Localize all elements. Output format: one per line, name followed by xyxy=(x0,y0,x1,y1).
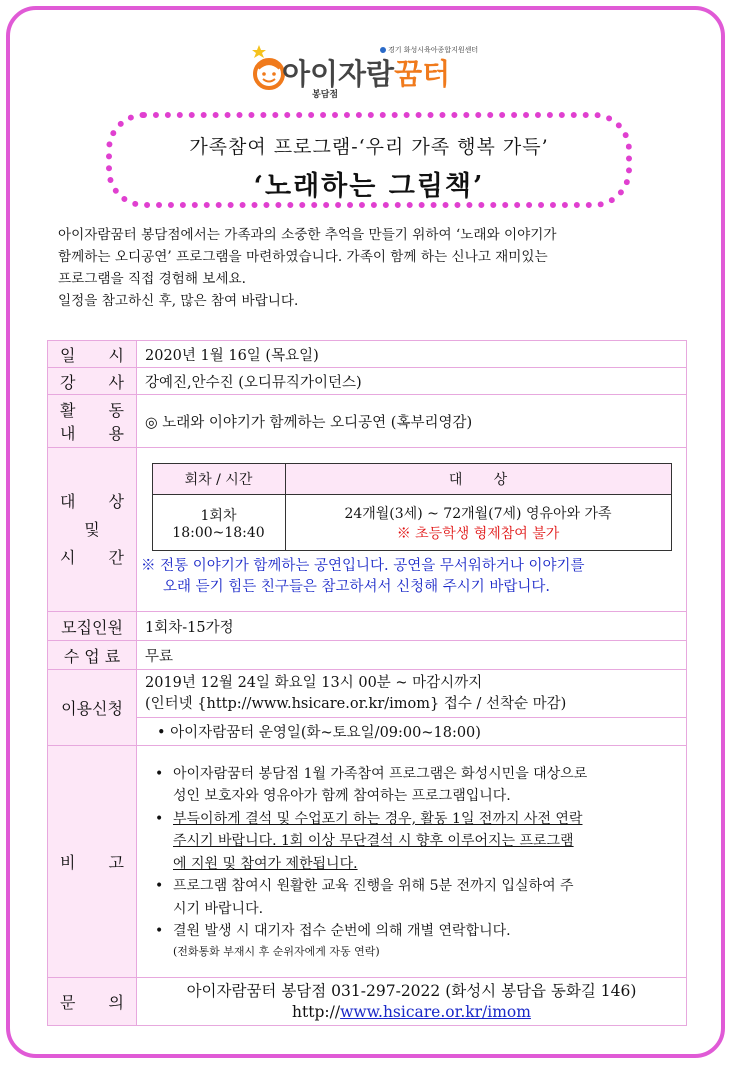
row-date xyxy=(48,341,687,368)
intro-line: 함께하는 오디공연’ 프로그램을 마련하였습니다. 가족이 함께 하는 신나고 재미있는 xyxy=(58,249,548,265)
logo xyxy=(252,38,492,100)
logo-org: 경기 화성시육아종합지원센터 xyxy=(380,45,478,55)
row-instructor xyxy=(48,368,687,395)
label-remarks: 비 고 xyxy=(48,746,137,978)
label-date: 일 시 xyxy=(48,341,137,368)
row-target xyxy=(48,448,687,612)
row-apply xyxy=(48,670,687,718)
remark-item: • 부득이하게 결석 및 수업포기 하는 경우, 활동 1일 전까지 사전 연락 주시기 바랍니다. 1회 이상 무단결석 시 향후 이루어지는 프로그램 에 지원 및 참여가 제한됩니다. xyxy=(155,810,583,872)
label-fee: 수 업 료 xyxy=(48,641,137,670)
value-contact: 아이자람꿈터 봉담점 031-297-2022 (화성시 봉담읍 동화길 146) http://www.hsicare.or.kr/imom xyxy=(137,978,687,1026)
remark-item: • 결원 발생 시 대기자 접수 순번에 의해 개별 연락합니다. xyxy=(155,923,511,939)
label-activity: 활 동 내 용 xyxy=(48,395,137,448)
label-contact: 문 의 xyxy=(48,978,137,1026)
logo-face-icon xyxy=(252,44,286,92)
row-activity xyxy=(48,395,687,448)
label-apply: 이용신청 xyxy=(48,670,137,746)
info-table xyxy=(47,340,687,1026)
website-link[interactable]: www.hsicare.or.kr/imom xyxy=(340,1002,531,1021)
intro-line: 일정을 참고하신 후, 많은 참여 바랍니다. xyxy=(58,293,299,309)
remark-item: • 프로그램 참여시 원활한 교육 진행을 위해 5분 전까지 입실하여 주 시기 바랍니다. xyxy=(155,878,574,917)
program-title: ‘노래하는 그림책’ xyxy=(253,171,485,202)
label-instructor: 강 사 xyxy=(48,368,137,395)
program-subtitle: 가족참여 프로그램-‘우리 가족 행복 가득’ xyxy=(189,136,549,158)
target-note: ※ 전통 이야기가 함께하는 공연입니다. 공연을 무서워하거나 이야기를 오래 듣기 힘든 친구들은 참고하셔서 신청해 주시기 바랍니다. xyxy=(141,558,585,595)
label-target: 대 상 및 시 간 xyxy=(48,448,137,612)
label-capacity: 모집인원 xyxy=(48,612,137,641)
schedule-table xyxy=(152,463,672,551)
title-box xyxy=(106,112,632,208)
remark-small: (전화통화 부재시 후 순위자에게 자동 연락) xyxy=(173,944,380,958)
row-remarks xyxy=(48,746,687,978)
value-remarks xyxy=(137,746,687,978)
logo-name: 아이자람꿈터 xyxy=(282,57,451,91)
head-target: 대 상 xyxy=(285,464,671,495)
session-cell: 1회차 18:00~18:40 xyxy=(152,495,285,551)
value-capacity: 1회차-15가정 xyxy=(137,612,687,641)
row-capacity xyxy=(48,612,687,641)
value-apply: 2019년 12월 24일 화요일 13시 00분 ~ 마감시까지 (인터넷 {http://www.hsicare.or.kr/imom} 접수 / 선착순 마감) xyxy=(137,670,687,718)
warning-text: ※ 초등학생 형제참여 불가 xyxy=(396,525,560,542)
head-session: 회차 / 시간 xyxy=(152,464,285,495)
intro-text xyxy=(58,224,688,312)
value-target xyxy=(137,448,687,612)
intro-line: 프로그램을 직접 경험해 보세요. xyxy=(58,271,246,287)
value-activity: ◎ 노래와 이야기가 함께하는 오디공연 (혹부리영감) xyxy=(137,395,687,448)
value-apply-hours: • 아이자람꿈터 운영일(화~토요일/09:00~18:00) xyxy=(137,718,687,746)
row-fee xyxy=(48,641,687,670)
intro-line: 아이자람꿈터 봉담점에서는 가족과의 소중한 추억을 만들기 위하여 ‘노래와 이야기가 xyxy=(58,227,557,243)
remark-item: • 아이자람꿈터 봉담점 1월 가족참여 프로그램은 화성시민을 대상으로 성인 보호자와 영유아가 함께 참여하는 프로그램입니다. xyxy=(155,765,588,804)
value-fee: 무료 xyxy=(137,641,687,670)
value-date: 2020년 1월 16일 (목요일) xyxy=(137,341,687,368)
logo-branch: 봉담점 xyxy=(312,90,339,100)
row-apply-hours xyxy=(48,718,687,746)
value-instructor: 강예진,안수진 (오디뮤직가이던스) xyxy=(137,368,687,395)
row-contact xyxy=(48,978,687,1026)
target-cell: 24개월(3세) ~ 72개월(7세) 영유아와 가족 ※ 초등학생 형제참여 불가 xyxy=(285,495,671,551)
